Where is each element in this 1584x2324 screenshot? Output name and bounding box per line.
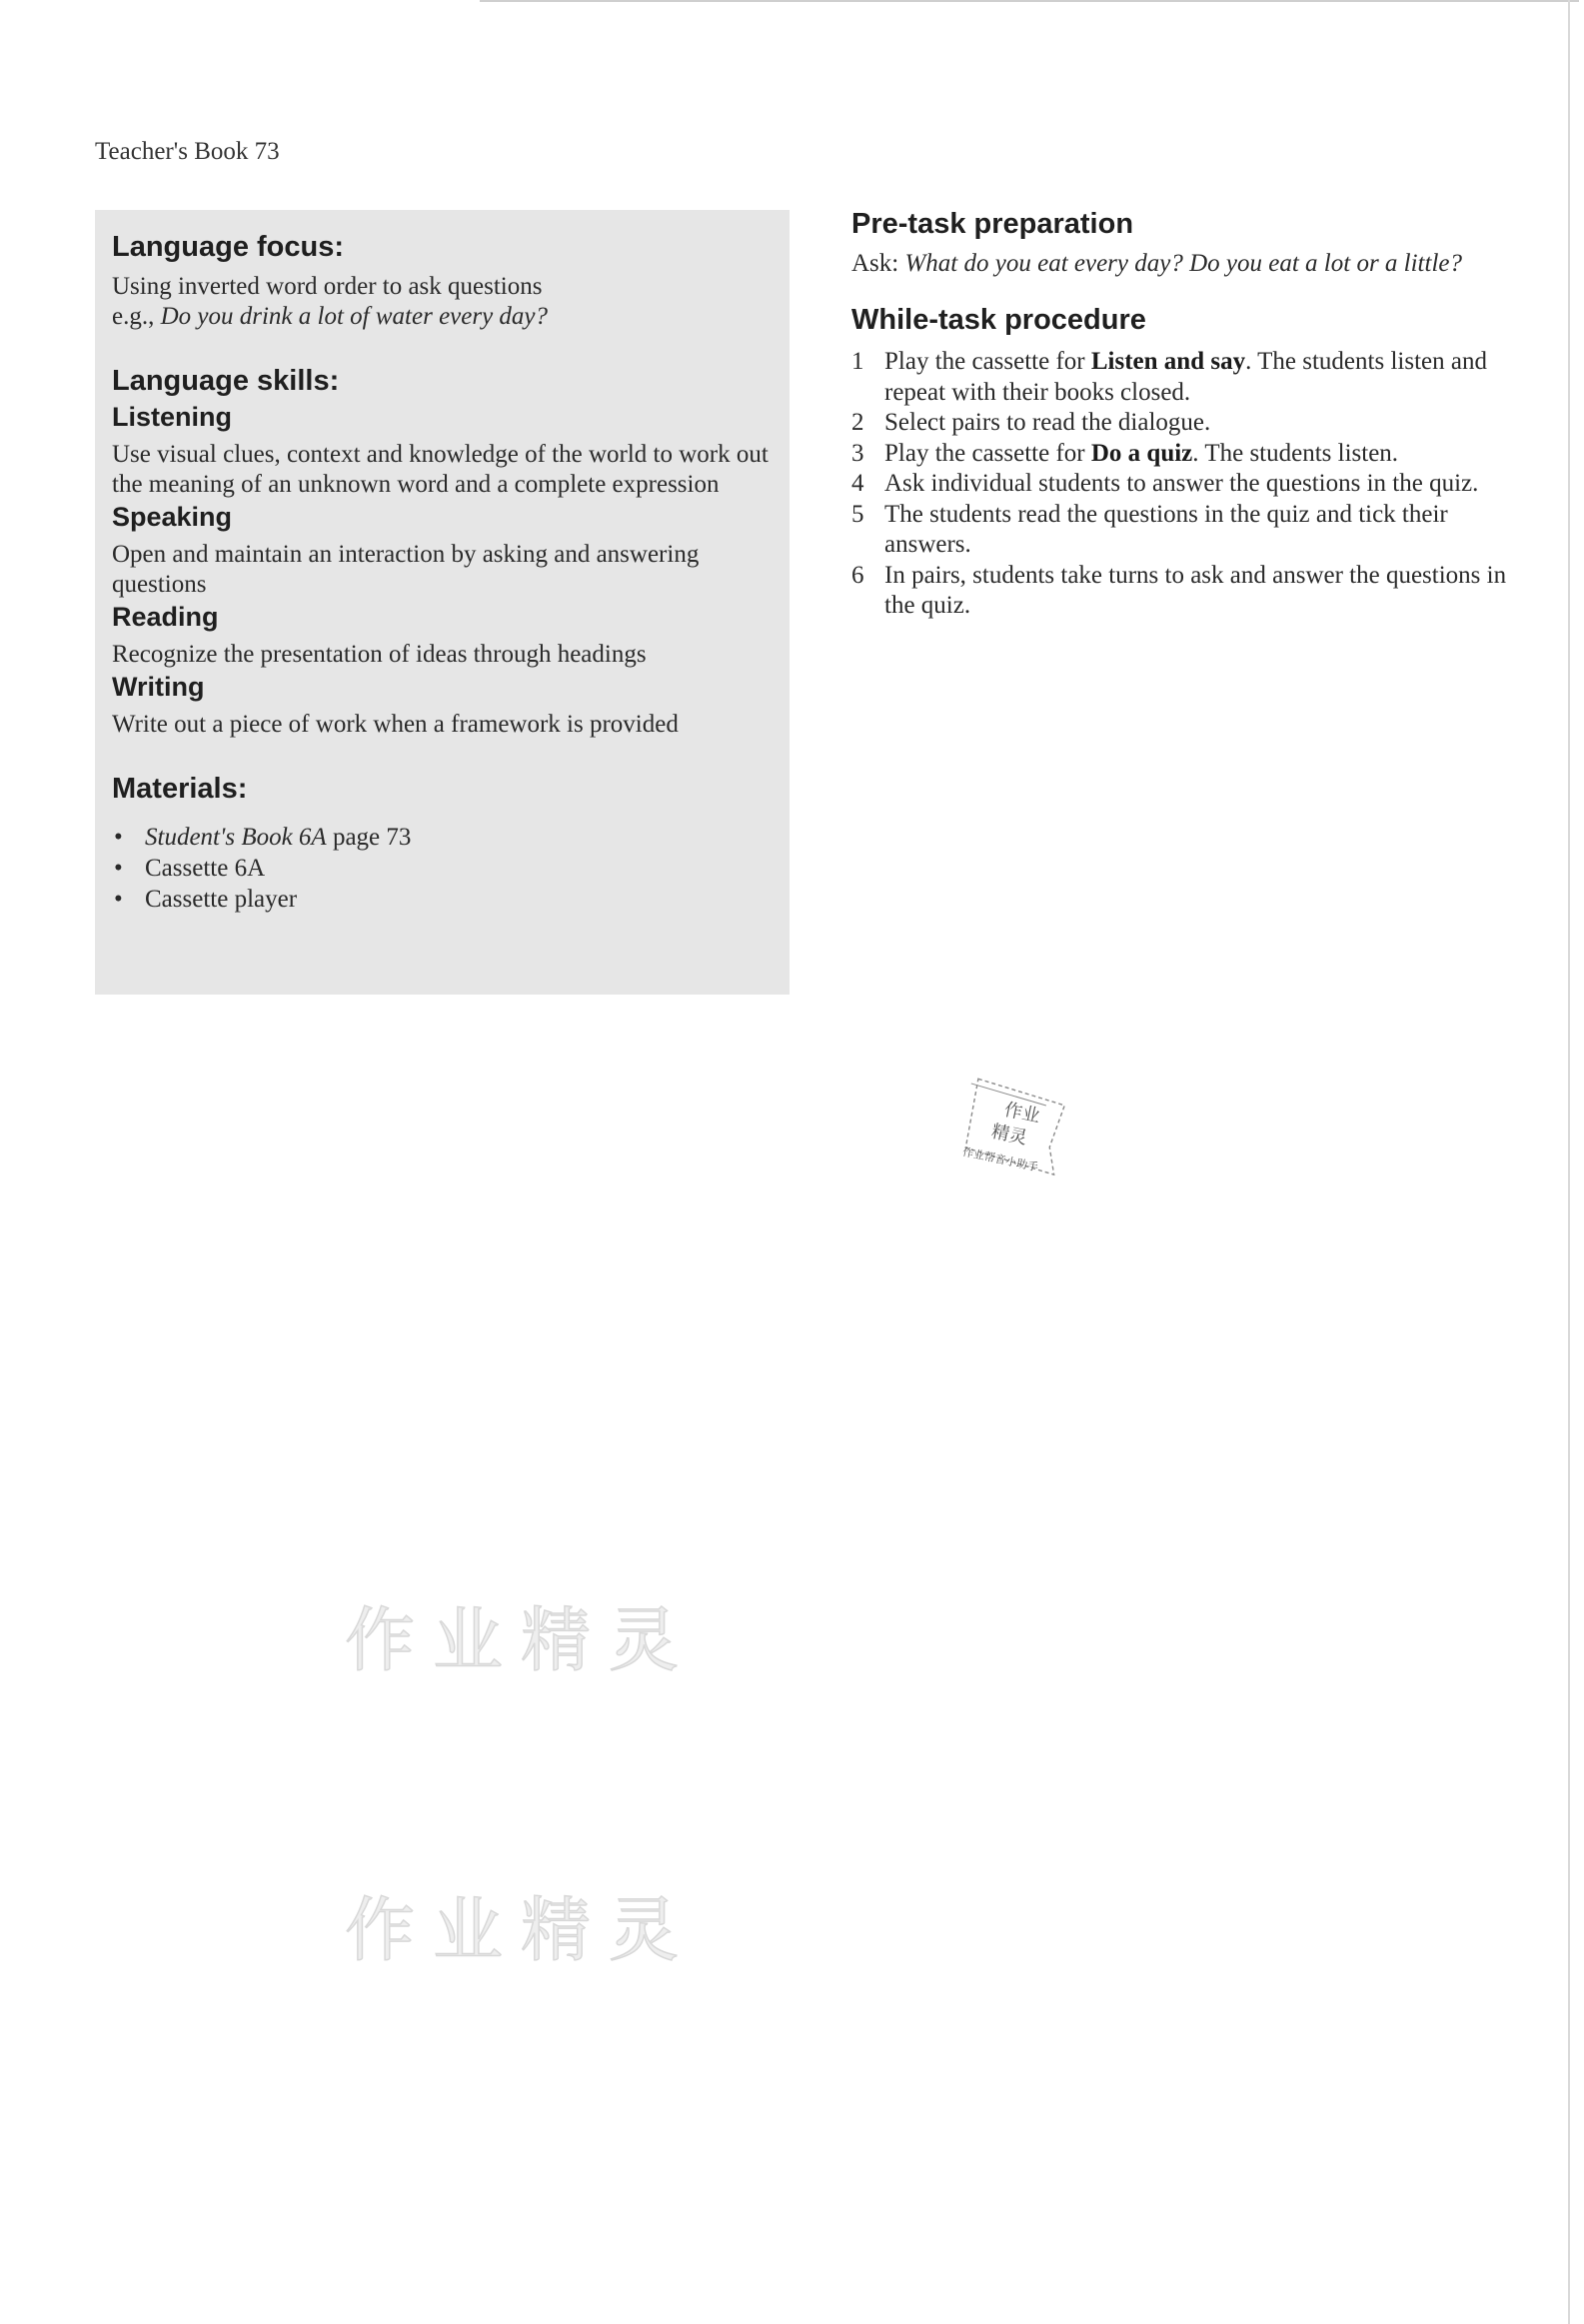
stamp-text-mid: 精灵 xyxy=(989,1121,1029,1150)
step-text: In pairs, students take turns to ask and answer the questions in the quiz. xyxy=(884,561,1507,619)
step-item xyxy=(851,439,1531,470)
stamp-text-top: 作业 xyxy=(1001,1099,1042,1128)
materials-list xyxy=(112,822,773,915)
pre-task-heading: Pre-task preparation xyxy=(851,208,1134,240)
step-number: 2 xyxy=(851,409,864,436)
materials-item-text: Cassette player xyxy=(145,886,298,913)
language-focus-heading: Language focus: xyxy=(112,231,345,263)
skill-heading-speaking: Speaking xyxy=(112,502,233,532)
watermark-text: 作业精灵 xyxy=(345,1599,697,1681)
step-text: Select pairs to read the dialogue. xyxy=(884,409,1211,436)
step-text-end: . The students listen and repeat with their books closed. xyxy=(884,348,1487,406)
page-edge xyxy=(1568,0,1570,2324)
step-bold-text: Do a quiz xyxy=(1090,439,1193,467)
step-item xyxy=(851,469,1531,500)
step-number: 1 xyxy=(851,348,864,375)
skill-text-listening: Use visual clues, context and knowledge of the world to work out the meaning of an unknown word and a complete expression xyxy=(112,441,769,498)
step-text-end: . The students listen. xyxy=(1192,439,1399,467)
while-task-steps xyxy=(851,347,1531,622)
pre-task-prefix: Ask: xyxy=(851,250,905,277)
language-focus-text: Using inverted word order to ask questions xyxy=(112,273,543,300)
materials-item xyxy=(112,853,773,884)
materials-section xyxy=(112,770,773,915)
top-rule xyxy=(480,0,1579,2)
bullet-icon: • xyxy=(114,855,123,882)
step-number: 4 xyxy=(851,470,864,497)
step-text: Play the cassette for xyxy=(884,348,1091,375)
example-prefix: e.g., xyxy=(112,303,161,330)
step-item xyxy=(851,347,1531,408)
right-column xyxy=(851,205,1531,622)
example-sentence: Do you drink a lot of water every day? xyxy=(160,303,549,330)
language-skills-section xyxy=(112,362,773,740)
bullet-icon: • xyxy=(114,886,123,913)
step-item xyxy=(851,408,1531,439)
language-focus-section xyxy=(112,228,773,332)
step-number: 5 xyxy=(851,500,864,528)
step-text: Play the cassette for xyxy=(884,439,1091,467)
step-number: 3 xyxy=(851,439,864,467)
running-head: Teacher's Book 73 xyxy=(95,138,280,165)
stamp-text-bottom: 作业帮音小助手 xyxy=(961,1145,1040,1174)
watermark-stamp-icon xyxy=(939,1065,1079,1204)
pre-task-question: What do you eat every day? Do you eat a lot or a little? xyxy=(904,250,1462,277)
step-text: The students read the questions in the quiz and tick their answers. xyxy=(884,500,1448,558)
watermark-text: 作业精灵 xyxy=(345,1889,697,1971)
skill-text-reading: Recognize the presentation of ideas through headings xyxy=(112,641,647,668)
language-focus-example xyxy=(112,302,773,332)
step-bold-text: Listen and say xyxy=(1090,348,1246,375)
sidebar-box xyxy=(95,210,790,995)
skill-text-writing: Write out a piece of work when a framework is provided xyxy=(112,711,679,738)
materials-item-suffix: page 73 xyxy=(326,824,412,851)
skill-heading-listening: Listening xyxy=(112,402,232,432)
materials-item-text: Cassette 6A xyxy=(145,855,266,882)
bullet-icon: • xyxy=(114,824,123,851)
skill-heading-reading: Reading xyxy=(112,602,219,632)
materials-heading: Materials: xyxy=(112,773,248,805)
language-skills-heading: Language skills: xyxy=(112,365,340,397)
pre-task-text xyxy=(851,249,1531,279)
materials-item xyxy=(112,884,773,915)
materials-item-text: Student's Book 6A xyxy=(145,824,327,851)
step-number: 6 xyxy=(851,561,864,589)
materials-item xyxy=(112,822,773,853)
step-item xyxy=(851,500,1531,561)
step-item xyxy=(851,561,1531,622)
step-text: Ask individual students to answer the questions in the quiz. xyxy=(884,470,1479,497)
skill-heading-writing: Writing xyxy=(112,672,205,702)
skill-text-speaking: Open and maintain an interaction by asking and answering questions xyxy=(112,541,700,598)
while-task-heading: While-task procedure xyxy=(851,304,1146,336)
